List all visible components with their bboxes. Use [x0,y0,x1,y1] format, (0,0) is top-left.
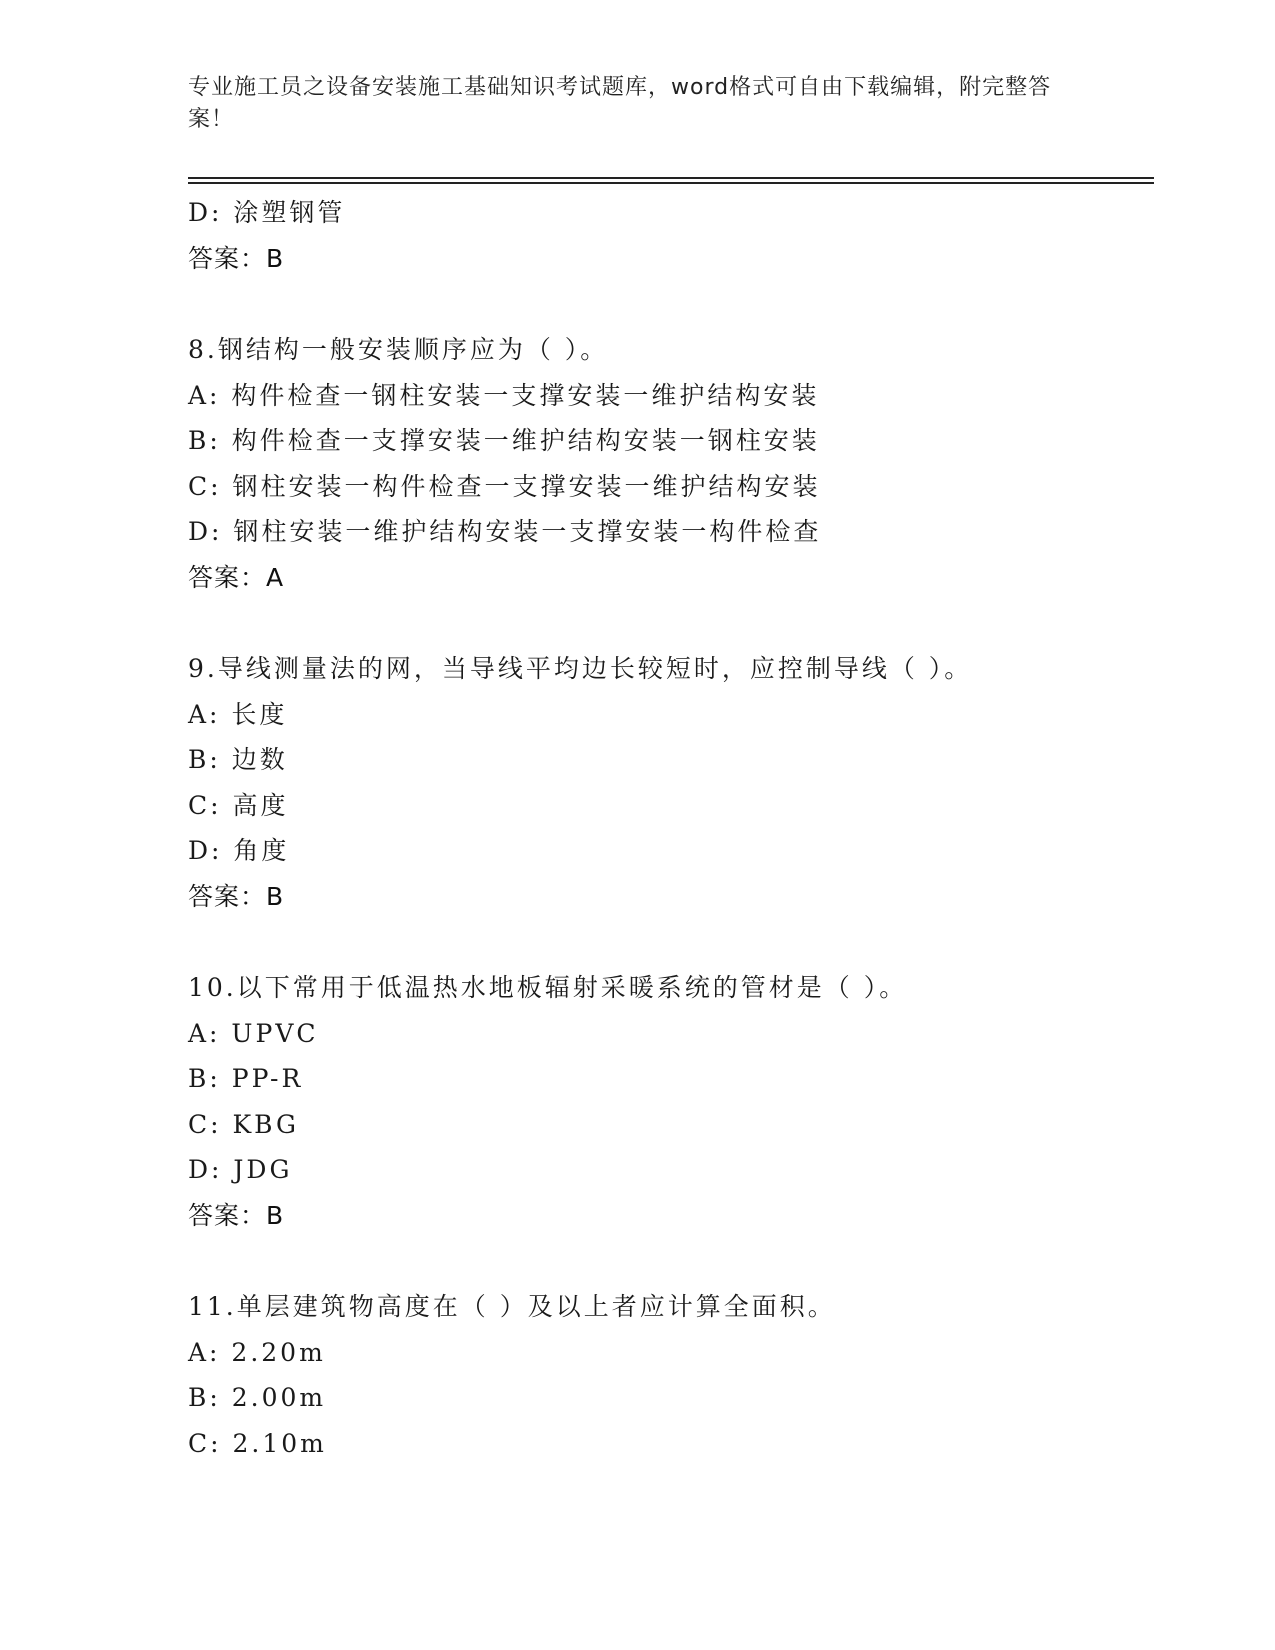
option-text: B: 构件检查一支撑安装一维护结构安装一钢柱安装 [188,426,820,455]
spacer [188,281,1148,327]
option-text: A: 长度 [188,699,288,729]
answer-text: 答案：B [188,881,285,911]
question-stem: 11.单层建筑物高度在（ ）及以上者应计算全面积。 [188,1292,836,1321]
question-block [188,327,1148,600]
option-text: A: 2.20m [188,1337,326,1367]
option-text: C: 高度 [188,790,289,820]
option-text: A: UPVC [188,1018,319,1048]
question-block [188,646,1148,919]
page-header: 专业施工员之设备安装施工基础知识考试题库，word格式可自由下载编辑，附完整答案！ [188,75,1052,132]
option-text: D: JDG [188,1155,293,1184]
spacer [188,600,1148,646]
option-text: B: 边数 [188,745,288,774]
header-divider-bottom [188,182,1154,184]
question-list [188,190,1148,1466]
question-stem: 9.导线测量法的网，当导线平均边长较短时，应控制导线（ ）。 [188,654,973,683]
option-text: D: 涂塑钢管 [188,198,346,227]
option-text: B: PP-R [188,1064,304,1093]
question-block [188,965,1148,1238]
answer-text: 答案：B [188,243,285,273]
question-stem: 8.钢结构一般安装顺序应为（ ）。 [188,335,609,364]
question-block [188,1284,1148,1466]
spacer [188,919,1148,965]
question-stem: 10.以下常用于低温热水地板辐射采暖系统的管材是（ ）。 [188,973,908,1002]
option-text: C: 2.10m [188,1428,327,1458]
option-text: D: 钢柱安装一维护结构安装一支撑安装一构件检查 [188,517,822,546]
option-text: C: KBG [188,1109,299,1139]
answer-text: 答案：B [188,1200,285,1230]
header-divider-top [188,177,1154,179]
option-text: A: 构件检查一钢柱安装一支撑安装一维护结构安装 [188,380,820,410]
option-text: C: 钢柱安装一构件检查一支撑安装一维护结构安装 [188,471,821,501]
option-text: B: 2.00m [188,1383,327,1412]
answer-text: 答案：A [188,562,285,592]
spacer [188,1238,1148,1284]
option-text: D: 角度 [188,836,290,865]
